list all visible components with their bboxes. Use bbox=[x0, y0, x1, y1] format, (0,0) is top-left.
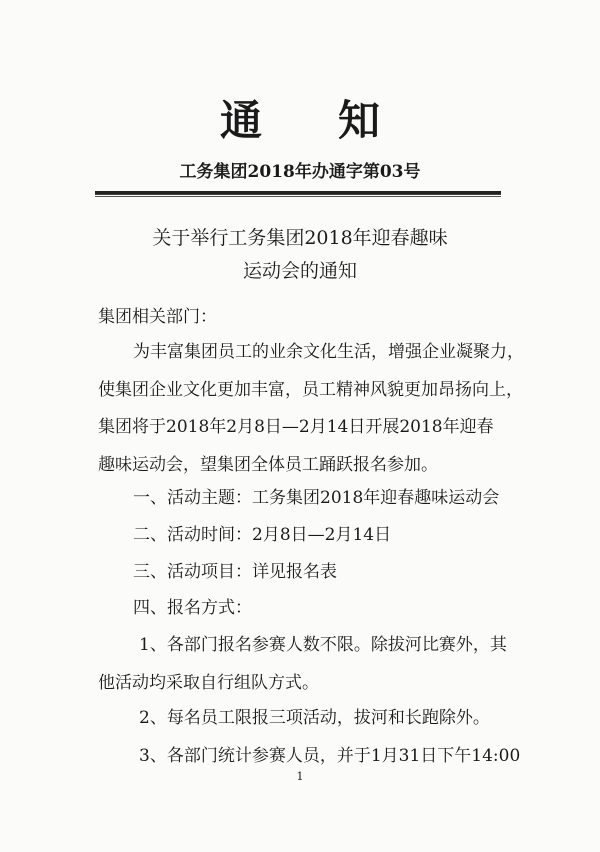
section-label: 一、活动主题： bbox=[133, 488, 252, 508]
item-line: 他活动均采取自行组队方式。 bbox=[98, 673, 319, 693]
section-label: 二、活动时间： bbox=[133, 525, 252, 545]
section-text: 工务集团2018年迎春趣味运动会 bbox=[252, 488, 500, 508]
notice-title bbox=[0, 96, 600, 146]
section-time bbox=[133, 524, 391, 546]
page-number: 1 bbox=[296, 770, 304, 783]
section-label: 三、活动项目： bbox=[133, 562, 252, 582]
section-theme bbox=[133, 487, 499, 509]
header-divider bbox=[95, 191, 501, 195]
document-number: 工务集团2018年办通字第03号 bbox=[179, 162, 421, 182]
body-line: 集团将于2018年2月8日—2月14日开展2018年迎春 bbox=[98, 417, 494, 437]
body-line: 使集团企业文化更加丰富，员工精神风貌更加昂扬向上， bbox=[98, 380, 523, 400]
salutation: 集团相关部门： bbox=[98, 307, 217, 327]
title-char: 知 bbox=[338, 96, 381, 145]
section-registration bbox=[133, 597, 252, 619]
item-line: 3、各部门统计参赛人员，并于1月31日下午14:00 bbox=[139, 746, 521, 766]
subject-line-2: 运动会的通知 bbox=[242, 260, 357, 282]
section-text: 2月8日—2月14日 bbox=[252, 525, 392, 545]
section-events bbox=[133, 561, 337, 583]
item-line: 1、各部门报名参赛人数不限。除拔河比赛外，其 bbox=[139, 635, 507, 655]
title-char: 通 bbox=[219, 96, 262, 145]
body-line: 趣味运动会，望集团全体员工踊跃报名参加。 bbox=[98, 455, 438, 475]
body-line: 为丰富集团员工的业余文化生活，增强企业凝聚力， bbox=[133, 342, 524, 362]
section-text: 详见报名表 bbox=[252, 562, 337, 582]
section-label: 四、报名方式： bbox=[133, 598, 252, 618]
item-line: 2、每名员工限报三项活动，拔河和长跑除外。 bbox=[139, 708, 490, 728]
subject-line-1: 关于举行工务集团2018年迎春趣味 bbox=[152, 227, 448, 249]
